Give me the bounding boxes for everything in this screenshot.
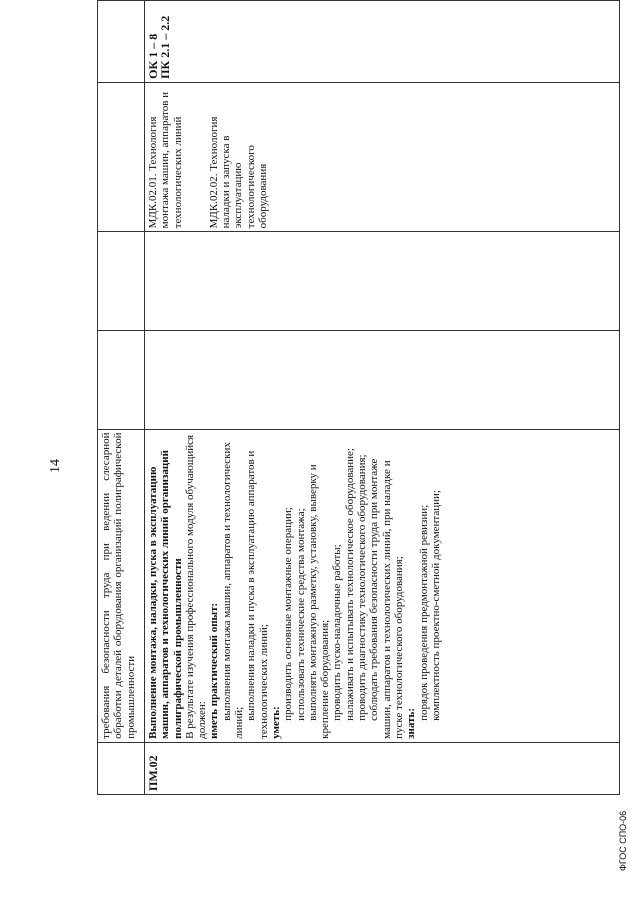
module-intro: В результате изучения профессионального модуля обучающийся должен:	[183, 434, 209, 739]
experience-heading: иметь практический опыт:	[208, 602, 221, 739]
spacer	[184, 86, 208, 229]
competency-item: ОК 1 – 8	[146, 33, 160, 79]
skill-item: проводить диагностику технологического оборудования;	[356, 454, 369, 721]
prev-requirements-text: требования безопасности труда при ведении слесарной обработки деталей оборудования организаций полиграфической промышленности	[100, 432, 137, 739]
mdk-cell	[145, 82, 620, 232]
competency-cell	[145, 1, 620, 83]
knowledge-heading: знать:	[405, 708, 418, 739]
knowledge-item: порядок проведения предмонтажной ревизии;	[417, 504, 430, 721]
skills-heading: уметь:	[269, 706, 282, 739]
competency-item: ПК 2.1 – 2.2	[158, 15, 172, 79]
prev-mdk-cell	[98, 82, 145, 232]
skill-item: выполнять монтажную разметку, установку, выверку и крепление оборудования;	[306, 464, 332, 739]
page-number: 14	[48, 459, 63, 473]
curriculum-table	[97, 0, 620, 795]
footer-code: ФГОС СПО-06	[618, 810, 628, 871]
skill-item: использовать технические средства монтажа;	[294, 508, 307, 721]
module-content-cell	[145, 429, 620, 742]
mdk-item: МДК.02.02. Технология наладки и запуска в эксплуатацию технологического оборудования	[207, 116, 270, 229]
skill-item: налаживать и испытывать технологическое оборудование;	[343, 448, 356, 721]
hours-cell	[145, 330, 620, 429]
table-row	[98, 1, 145, 795]
module-code-cell	[145, 742, 620, 794]
skill-item: производить основные монтажные операции;	[282, 507, 295, 721]
prev-hours-cell	[98, 330, 145, 429]
experience-item: выполнения наладки и пуска в эксплуатацию аппаратов и технологических линий;	[245, 450, 270, 739]
knowledge-item: комплектность проектно-сметной документации;	[429, 490, 442, 721]
table-row	[145, 1, 620, 795]
mdk-item: МДК.02.01. Технология монтажа машин, аппаратов и технологических линий	[147, 91, 184, 229]
prev-competency-cell	[98, 1, 145, 83]
skill-item: соблюдать требования безопасности труда при монтаже машин, аппаратов и технологических линий, при наладке и пуске технологического оборудования;	[368, 458, 405, 739]
hours2-cell	[145, 232, 620, 331]
module-title: Выполнение монтажа, наладки, пуска в эксплуатацию машин, аппаратов и технологических линий организаций полиграфической промышленности	[147, 450, 184, 739]
experience-item: выполнения монтажа машин, аппаратов и технологических линий;	[220, 442, 246, 739]
prev-hours2-cell	[98, 232, 145, 331]
prev-content-cell	[98, 429, 145, 742]
module-code: ПМ.02	[146, 755, 160, 791]
skill-item: проводить пуско-наладочные работы;	[331, 544, 344, 721]
prev-code-cell	[98, 742, 145, 794]
